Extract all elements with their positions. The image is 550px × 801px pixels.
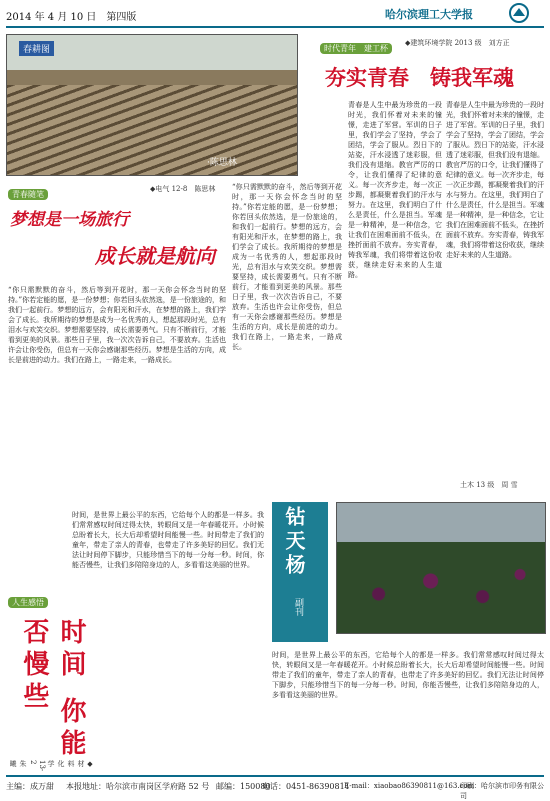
spring-farming-photo <box>6 34 298 176</box>
article3-byline: ◆材料化学 13-2 朱 曦 <box>9 760 94 772</box>
article3-title: 时间 你能否慢些 <box>19 618 86 762</box>
footer-editor: 主编：成万甜 <box>6 782 54 791</box>
article1-byline: ◆电气 12-8 陈思林 <box>150 185 216 193</box>
article1-title-line1: 梦想是一场旅行 <box>10 210 129 230</box>
section-tag: 青春随笔 <box>8 189 48 200</box>
supplement-banner <box>272 502 328 642</box>
footer-printer: 印刷：哈尔滨市印务有限公司 <box>460 782 544 800</box>
article2-section-tag <box>320 36 392 55</box>
photo-label: 春耕图 <box>19 41 54 56</box>
article3-body-cont: 时间，是世界上最公平的东西，它给每个人的都是一样多。我们常常感叹时间过得太快，转眼间又是一年春暖花开。小时候总盼着长大，长大后却希望时间能慢一些。时间带走了我们的童年，带走了亲人的青春，也带走了许多美好的回忆。我们无法让时间停下脚步，只能珍惜当下的每一分每一秒。时间，你能否慢些，让我们多陪陪身边的人，多看看这美丽的世界。 <box>272 651 544 699</box>
photo-credit: ·陈思林 <box>207 158 237 168</box>
university-logo-icon <box>505 2 533 24</box>
footer-email: E-mail：xiaobao86390811@163.com <box>344 782 475 790</box>
author-signature: 土木 13 级 周 雪 <box>460 481 518 489</box>
article1-body-cont: “你只需默默的奋斗，然后等到开花时，那一天你会怀念当时的坚持。”你若定能的愿，是一份梦想；你若回头依然选，是一份旅途的，和我们一起前行。梦想的远方，会有阳光和汗水，在梦想的路上，我们学会了成长。我所期待的梦想是成为一名优秀的人，想起那段时光，总有泪水与欢笑交织。梦想需要坚持，成长需要勇气。只有不断前行，才能看到更美的风景。那些日子里，我一次次告诉自己，不要放弃。生活也许会让你受伤，但总有一天你会感谢那些经历。梦想是生活的方向，成长是前进的动力。我们在路上，一路走来，一路成长。 <box>232 183 342 351</box>
section-tag: 时代青年 建工杯 <box>320 43 392 54</box>
supplement-title: 钻天杨 <box>282 506 306 578</box>
article2-body-cont: 青春是人生中最为珍贵的一段时光，我们怀着对未来的憧憬，走进了军营。军训的日子里，我们学会了坚持，学会了团结，学会了服从。烈日下的站姿，汗水浸透了迷彩服，但我们没有退缩。教官严厉的口令，让我们懂得了纪律的意义。每一次齐步走，每一次正步踢，都凝聚着我们的汗水与努力。在这里，我们明白了什么是责任，什么是担当。军魂是一种精神，是一种信念，它让我们在困难面前不低头，在挫折面前不放弃。夯实青春，铸我军魂，我们将带着这份收获，继续走好未来的人生道路。 <box>446 101 544 259</box>
article1-title-line2: 成长就是航向 <box>95 244 215 268</box>
tulip-photo <box>336 502 546 634</box>
article1-body: “你只需默默的奋斗，然后等到开花时，那一天你会怀念当时的坚持。”你若定能的愿，是一份梦想；你若回头依然选，是一份旅途的，和我们一起前行。梦想的远方，会有阳光和汗水，在梦想的路上，我们学会了成长。我所期待的梦想是成为一名优秀的人，想起那段时光，总有泪水与欢笑交织。梦想需要坚持，成长需要勇气。只有不断前行，才能看到更美的风景。那些日子里，我一次次告诉自己，不要放弃。生活也许会让你受伤，但总有一天你会感谢那些经历。梦想是生活的方向，成长是前进的动力。我们在路上，一路走来，一路成长。 <box>8 286 226 364</box>
article3-sidebar <box>6 590 94 772</box>
section-tag: 人生感悟 <box>8 597 48 608</box>
page-header <box>0 0 550 30</box>
supplement-subtitle: 副刊 <box>293 598 303 616</box>
article2-body: 青春是人生中最为珍贵的一段时光，我们怀着对未来的憧憬，走进了军营。军训的日子里，我们学会了坚持，学会了团结，学会了服从。烈日下的站姿，汗水浸透了迷彩服，但我们没有退缩。教官严厉的口令，让我们懂得了纪律的意义。每一次齐步走，每一次正步踢，都凝聚着我们的汗水与努力。在这里，我们明白了什么是责任，什么是担当。军魂是一种精神，是一种信念，它让我们在困难面前不低头，在挫折面前不放弃。夯实青春，铸我军魂，我们将带着这份收获，继续走好未来的人生道路。 <box>348 101 442 279</box>
issue-date: 2014 年 4 月 10 日 第四版 <box>6 12 137 23</box>
header-rule <box>6 26 544 28</box>
article3-section-tag <box>8 590 48 609</box>
footer-rule <box>6 775 544 777</box>
footer-phone: 电话：0451-86390811 <box>262 782 350 791</box>
article2-byline: ◆建筑环境学院 2013 级 刘方正 <box>405 39 510 47</box>
article3-body: 时间，是世界上最公平的东西，它给每个人的都是一样多。我们常常感叹时间过得太快，转眼间又是一年春暖花开。小时候总盼着长大，长大后却希望时间能慢一些。时间带走了我们的童年，带走了亲人的青春，也带走了许多美好的回忆。我们无法让时间停下脚步，只能珍惜当下的每一分每一秒。时间，你能否慢些，让我们多陪陪身边的人，多看看这美丽的世界。 <box>72 511 264 569</box>
article1-section-tag <box>8 182 48 201</box>
publication-title: 哈尔滨理工大学报 <box>385 8 473 21</box>
field-rows <box>7 85 297 175</box>
footer-postcode: 邮编：150080 <box>216 782 271 791</box>
page-footer <box>0 775 550 801</box>
article2-title: 夯实青春 铸我军魂 <box>325 65 514 90</box>
footer-address: 本报地址：哈尔滨市南岗区学府路 52 号 <box>66 782 210 791</box>
